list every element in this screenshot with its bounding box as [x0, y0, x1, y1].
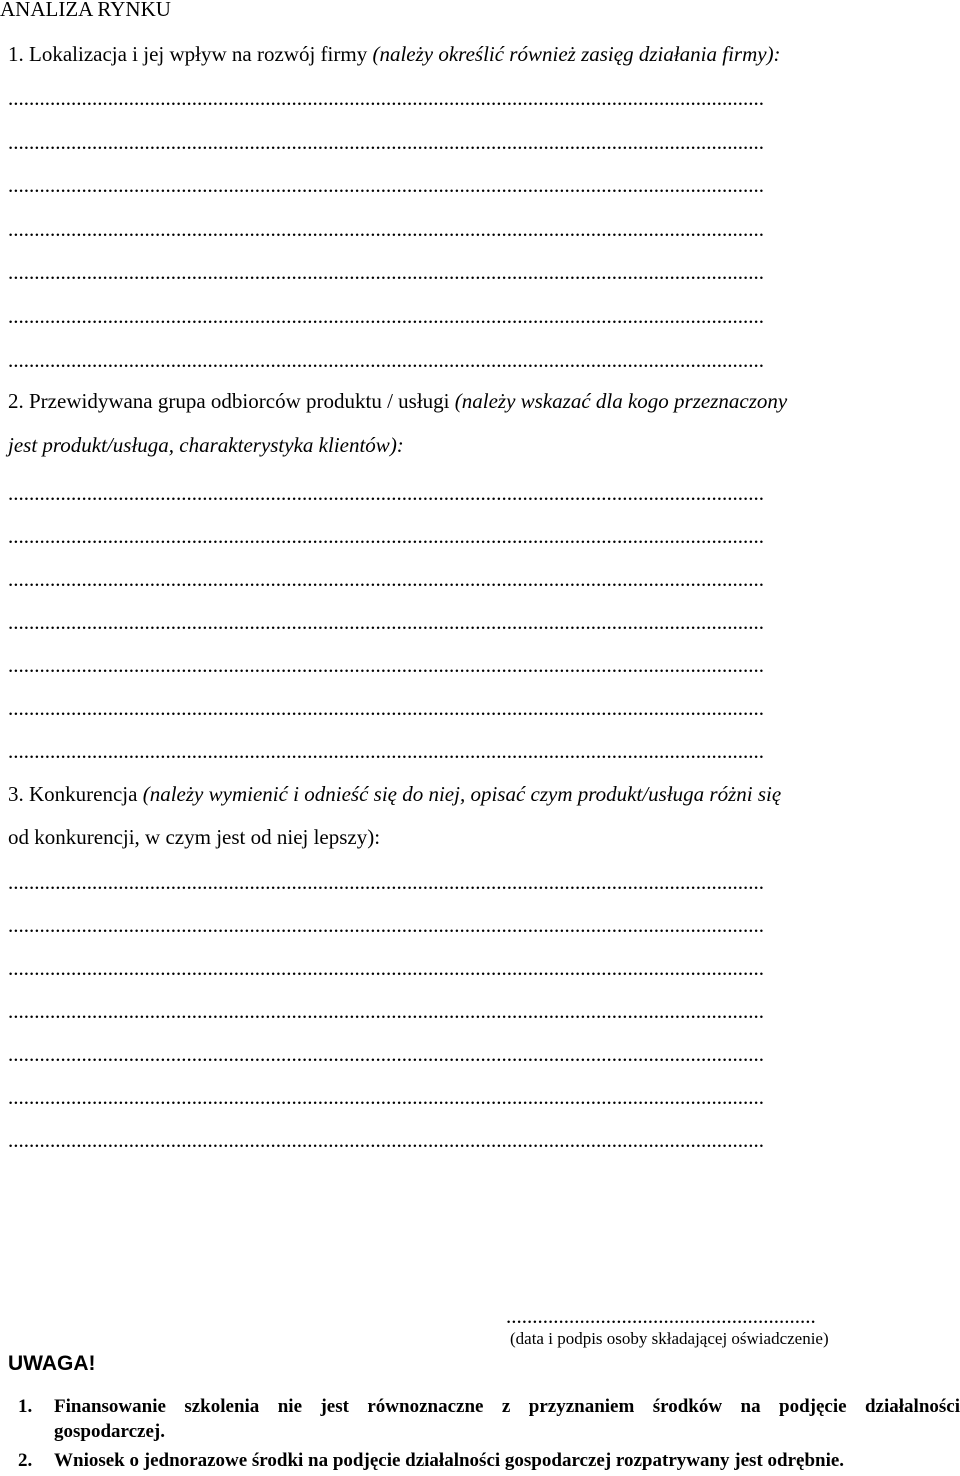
question-1-heading	[8, 41, 781, 67]
question-3-number: 3.	[8, 782, 24, 806]
question-1-number: 1.	[8, 42, 24, 66]
answer-line[interactable]: ................................................................................................................................................	[8, 173, 764, 197]
warning-note-1	[18, 1394, 958, 1444]
answer-line[interactable]: ................................................................................................................................................	[8, 217, 764, 241]
question-2-hint-continued: jest produkt/usługa, charakterystyka klientów):	[8, 433, 404, 457]
answer-line[interactable]: ................................................................................................................................................	[8, 567, 764, 591]
section-title: ANALIZA RYNKU	[0, 0, 171, 21]
question-1-hint: (należy określić również zasięg działania firmy):	[372, 42, 781, 66]
question-2-text: Przewidywana grupa odbiorców produktu / usługi	[29, 389, 450, 413]
answer-line[interactable]: ................................................................................................................................................	[8, 304, 764, 328]
question-2-number: 2.	[8, 389, 24, 413]
warning-note-2-number: 2.	[18, 1450, 33, 1471]
answer-line[interactable]: ................................................................................................................................................	[8, 1085, 764, 1109]
answer-line[interactable]: ................................................................................................................................................	[8, 696, 764, 720]
question-3-hint: (należy wymienić i odnieść się do niej, opisać czym produkt/usługa różni się	[142, 782, 782, 806]
signature-caption: (data i podpis osoby składającej oświadczenie)	[510, 1329, 829, 1348]
answer-line[interactable]: ................................................................................................................................................	[8, 86, 764, 110]
answer-line[interactable]: ................................................................................................................................................	[8, 260, 764, 284]
answer-line[interactable]: ................................................................................................................................................	[8, 956, 764, 980]
question-3-text: Konkurencja	[29, 782, 138, 806]
question-1-text: Lokalizacja i jej wpływ na rozwój firmy	[29, 42, 368, 66]
question-2-heading	[8, 388, 787, 414]
question-2-hint: (należy wskazać dla kogo przeznaczony	[454, 389, 788, 413]
answer-line[interactable]: ................................................................................................................................................	[8, 481, 764, 505]
answer-line[interactable]: ................................................................................................................................................	[8, 348, 764, 372]
warning-note-1-line-1: Finansowanie szkolenia nie jest równoznaczne z przyznaniem środków na podjęcie działalności	[54, 1396, 960, 1417]
warning-note-1-number: 1.	[18, 1396, 33, 1417]
answer-line[interactable]: ................................................................................................................................................	[8, 739, 764, 763]
warning-note-1-line-2: gospodarczej.	[54, 1421, 165, 1442]
answer-line[interactable]: ................................................................................................................................................	[8, 913, 764, 937]
signature-line[interactable]: ...........................................................	[506, 1304, 816, 1328]
answer-line[interactable]: ................................................................................................................................................	[8, 1128, 764, 1152]
answer-line[interactable]: ................................................................................................................................................	[8, 1042, 764, 1066]
warning-note-2	[18, 1448, 958, 1473]
answer-line[interactable]: ................................................................................................................................................	[8, 653, 764, 677]
answer-line[interactable]: ................................................................................................................................................	[8, 610, 764, 634]
answer-line[interactable]: ................................................................................................................................................	[8, 524, 764, 548]
answer-line[interactable]: ................................................................................................................................................	[8, 130, 764, 154]
answer-line[interactable]: ................................................................................................................................................	[8, 999, 764, 1023]
warning-note-2-line-1: Wniosek o jednorazowe środki na podjęcie działalności gospodarczej rozpatrywany jest odrębnie.	[54, 1450, 845, 1471]
answer-line[interactable]: ................................................................................................................................................	[8, 870, 764, 894]
question-3-heading	[8, 781, 781, 807]
question-3-hint-continued: od konkurencji, w czym jest od niej lepszy):	[8, 825, 381, 849]
warning-title: UWAGA!	[8, 1352, 96, 1375]
